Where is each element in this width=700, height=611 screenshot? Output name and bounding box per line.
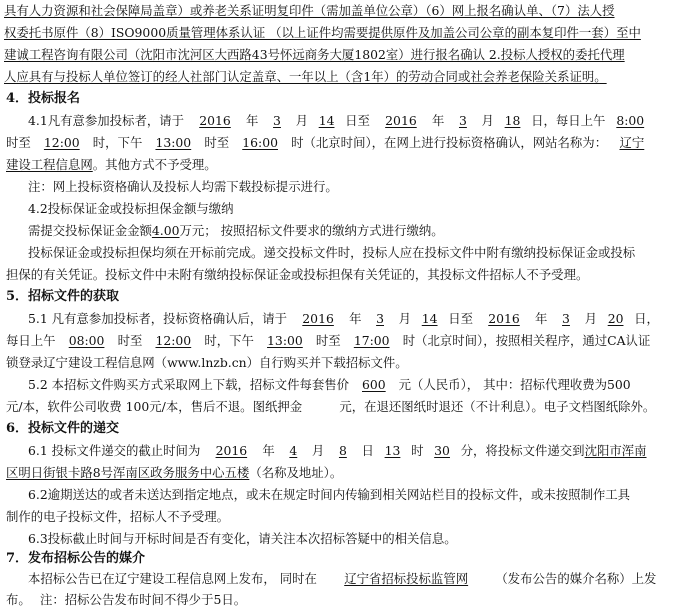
- carryover-line-1: 具有人力资源和社会保障局盖章）或养老关系证明复印件（需加盖单位公章）（6）网上报名确认单、（7）法人授: [4, 3, 615, 18]
- section-6-heading: 6．投标文件的递交: [6, 421, 120, 436]
- section-5-heading: 5．招标文件的获取: [6, 289, 120, 304]
- section-5-1-line-2: 每日上午 08:00 时至 12:00 时，下午 13:00 时至 17:00 时（北京时间），按照相关程序，通过CA认证: [6, 333, 651, 348]
- section-4-1-line-3: 建设工程信息网。其他方式不予受理。: [6, 157, 217, 172]
- section-5-1-line-1: 5.1 凡有意参加投标者，投标资格确认后，请于 2016 年 3 月 14 日至 2016 年 3 月 20 日，: [28, 311, 659, 326]
- carryover-line-3: 建诚工程咨询有限公司（沈阳市沈河区大西路43号怀远商务大厦1802室）进行报名确认 2.投标人授权的委托代理: [4, 47, 625, 62]
- section-6-3-line: 6.3投标截止时间与开标时间是否有变化，请关注本次招标答疑中的相关信息。: [28, 531, 457, 546]
- section-4-heading: 4．投标报名: [6, 91, 81, 106]
- section-6-2-line-1: 6.2逾期送达的或者未送达到指定地点，或未在规定时间内传输到相关网站栏目的投标文件，或未按照制作工具: [28, 487, 631, 502]
- section-6-1-line-1: 6.1 投标文件递交的截止时间为 2016 年 4 月 8 日 13 时 30 分，将投标文件递交到沈阳市浑南: [28, 443, 647, 458]
- section-5-2-line-1: 5.2 本招标文件购买方式采取网上下载，招标文件每套售价 600 元（人民币）， 其中：招标代理收费为500: [28, 377, 631, 392]
- carryover-line-2: 权委托书原件（8）ISO9000质量管理体系认证 （以上证件均需要提供原件及加盖公司公章的副本复印件一套）至中: [4, 25, 641, 40]
- section-7-note: 注：招标公告发布时间不得少于5日。: [40, 592, 247, 607]
- section-4-1-line-2: 时至 12:00 时，下午 13:00 时至 16:00 时（北京时间），在网上进行投标资格确认，网站名称为： 辽宁: [6, 135, 645, 150]
- section-4-2-title: 4.2投标保证金或投标担保金额与缴纳: [28, 201, 234, 216]
- section-4-2-para-line-2: 担保的有关凭证。投标文件中未附有缴纳投标保证金或投标担保有关凭证的，其投标文件招标人不予受理。: [6, 267, 589, 282]
- section-7-line-1: 本招标公告已在辽宁建设工程信息网上发布， 同时在 辽宁省招标投标监管网 （发布公告的媒介名称）上发: [28, 571, 657, 586]
- section-5-1-line-3: 锁登录辽宁建设工程信息网（www.lnzb.cn）自行购买并下载招标文件。: [6, 355, 408, 370]
- section-4-2-para-line-1: 投标保证金或投标担保均须在开标前完成。递交投标文件时，投标人应在投标文件中附有缴纳投标保证金或投标: [28, 245, 636, 260]
- section-4-1-line-1: 4.1凡有意参加投标者，请于 2016 年 3 月 14 日至 2016 年 3 月 18 日，每日上午 8:00: [28, 113, 645, 128]
- section-4-2-amount-line: 需提交投标保证金金额4.00万元； 按照招标文件要求的缴纳方式进行缴纳。: [28, 223, 444, 238]
- section-7-heading: 7．发布招标公告的媒介: [6, 551, 146, 566]
- carryover-line-4: 人应具有与投标人单位签订的经人社部门认定盖章、一年以上（含1年）的劳动合同或社会养老保险关系证明。: [4, 69, 607, 84]
- section-5-2-line-2: 元/本，软件公司收费 100元/本，售后不退。图纸押金 元，在退还图纸时退还（不计利息）。电子文档图纸除外。: [6, 399, 656, 414]
- section-7-line-2: 布。: [6, 592, 31, 607]
- section-6-2-line-2: 制作的电子投标文件，招标人不予受理。: [6, 509, 230, 524]
- section-4-note: 注：网上投标资格确认及投标人均需下载投标提示进行。: [28, 179, 338, 194]
- section-6-1-line-2: 区明日街银卡路8号浑南区政务服务中心五楼（名称及地址）。: [6, 465, 343, 480]
